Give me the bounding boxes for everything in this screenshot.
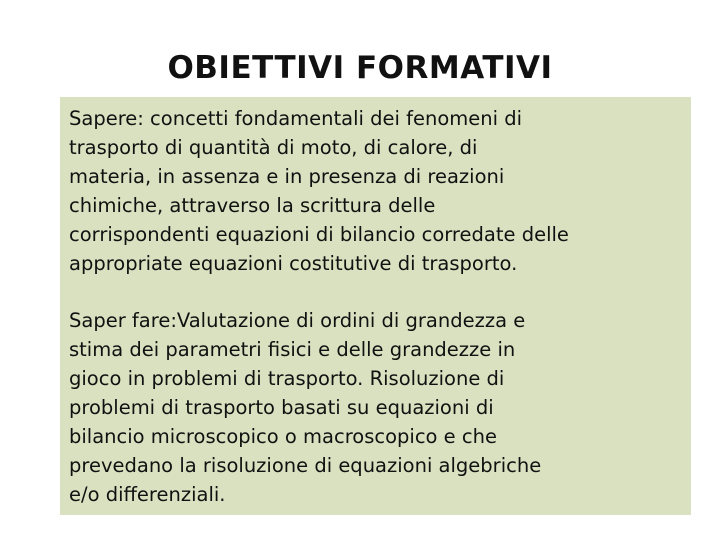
text-line: materia, in assenza e in presenza di reazioni [69,165,505,188]
slide-title: OBIETTIVI FORMATIVI [167,50,553,86]
text-line: Saper fare:Valutazione di ordini di grandezza e [69,309,526,332]
text-line: stima dei parametri fisici e delle grandezze in [69,338,516,361]
objectives-text-box [60,97,691,515]
text-line: prevedano la risoluzione di equazioni algebriche [69,454,542,477]
paragraph-sapere [69,104,685,278]
text-line: e/o differenziali. [69,483,226,506]
text-line: problemi di trasporto basati su equazioni di [69,396,494,419]
paragraph-saper-fare [69,306,685,509]
text-line: Sapere: concetti fondamentali dei fenomeni di [69,107,523,130]
text-line: appropriate equazioni costitutive di trasporto. [69,252,518,275]
text-line: gioco in problemi di trasporto. Risoluzione di [69,367,505,390]
text-line: chimiche, attraverso la scrittura delle [69,194,436,217]
text-line: bilancio microscopico o macroscopico e che [69,425,497,448]
text-line: trasporto di quantità di moto, di calore, di [69,136,478,159]
text-line: corrispondenti equazioni di bilancio corredate delle [69,223,569,246]
